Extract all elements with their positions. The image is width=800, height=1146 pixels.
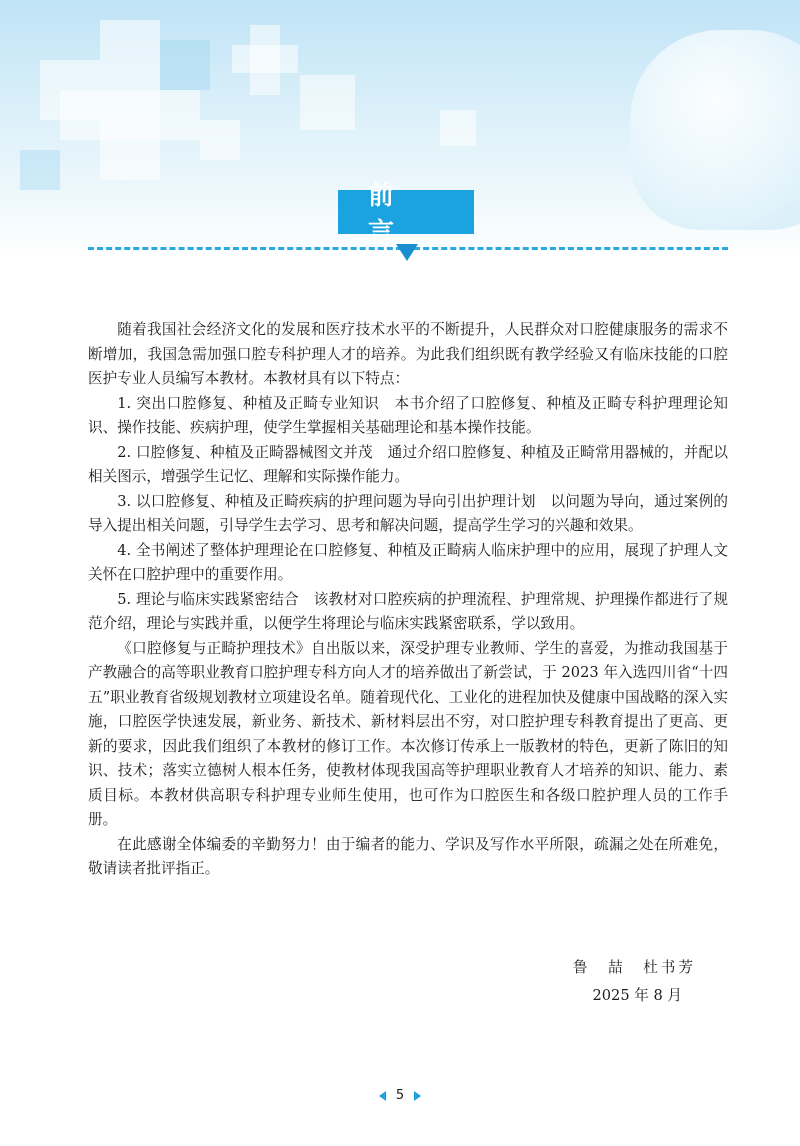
decor-square bbox=[440, 110, 476, 146]
decor-square bbox=[200, 120, 240, 160]
page-footer bbox=[0, 1088, 800, 1103]
signature-block bbox=[573, 955, 696, 1009]
decor-square bbox=[160, 40, 210, 90]
signature-date: 2025 年 8 月 bbox=[592, 987, 682, 1004]
triangle-left-icon bbox=[379, 1091, 386, 1101]
paragraph: 5. 理论与临床实践紧密结合 该教材对口腔疾病的护理流程、护理常规、护理操作都进行了规范介绍，理论与实践并重，以便学生将理论与临床实践紧密联系，学以致用。 bbox=[88, 590, 728, 632]
paragraph: 1. 突出口腔修复、种植及正畸专业知识 本书介绍了口腔修复、种植及正畸专科护理理论知识、操作技能、疾病护理，使学生掌握相关基础理论和基本操作技能。 bbox=[88, 394, 728, 436]
triangle-right-icon bbox=[414, 1091, 421, 1101]
paragraph: 2. 口腔修复、种植及正畸器械图文并茂 通过介绍口腔修复、种植及正畸常用器械的，并配以相关图示，增强学生记忆、理解和实际操作能力。 bbox=[88, 443, 728, 485]
paragraph: 4. 全书阐述了整体护理理论在口腔修复、种植及正畸病人临床护理中的应用，展现了护理人文关怀在口腔护理中的重要作用。 bbox=[88, 541, 728, 583]
page-title: 前言 bbox=[338, 190, 474, 234]
paragraph: 3. 以口腔修复、种植及正畸疾病的护理问题为导向引出护理计划 以问题为导向，通过案例的导入提出相关问题，引导学生去学习、思考和解决问题，提高学生学习的兴趣和效果。 bbox=[88, 492, 728, 534]
divider-arrow-icon bbox=[396, 244, 418, 261]
page-number: 5 bbox=[395, 1088, 405, 1103]
preface-body bbox=[88, 318, 728, 882]
paragraph: 在此感谢全体编委的辛勤努力！由于编者的能力、学识及写作水平所限，疏漏之处在所难免，敬请读者批评指正。 bbox=[88, 835, 728, 877]
paragraph: 随着我国社会经济文化的发展和医疗技术水平的不断提升，人民群众对口腔健康服务的需求不断增加，我国急需加强口腔专科护理人才的培养。为此我们组织既有教学经验又有临床技能的口腔医护专业人员编写本教材。本教材具有以下特点： bbox=[88, 321, 728, 387]
author-names: 鲁 喆 杜书芳 bbox=[572, 959, 696, 976]
decor-square bbox=[300, 75, 355, 130]
tooth-illustration bbox=[630, 30, 800, 230]
paragraph: 《口腔修复与正畸护理技术》自出版以来，深受护理专业教师、学生的喜爱，为推动我国基于产教融合的高等职业教育口腔护理专科方向人才的培养做出了新尝试，于 2023 年入选四川省“十四五”职业教育省级规划教材立项建设名单。随着现代化、工业化的进程加快及健康中国战略的深入实施，口腔医学快速发展，新业务、新技术、新材料层出不穷，对口腔护理专科教育提出了更高、更新的要求，因此我们组织了本教材的修订工作。本次修订传承上一版教材的特色，更新了陈旧的知识、技术；落实立德树人根本任务，使教材体现我国高等护理职业教育人才培养的知识、能力、素质目标。本教材供高职专科护理专业师生使用，也可作为口腔医生和各级口腔护理人员的工作手册。 bbox=[88, 639, 728, 828]
decor-cross bbox=[60, 90, 200, 140]
decor-cross bbox=[232, 45, 298, 73]
decor-square bbox=[20, 150, 60, 190]
